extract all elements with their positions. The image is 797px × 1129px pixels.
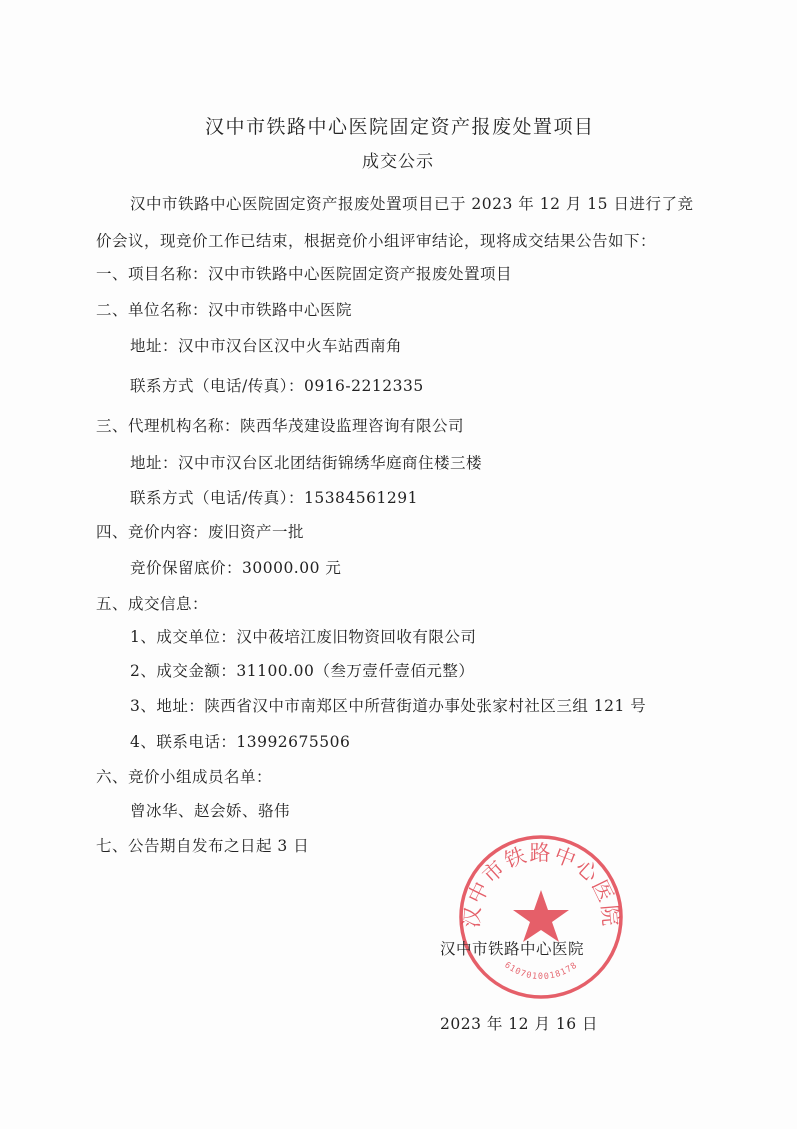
agency-contact: 联系方式（电话/传真）：15384561291 (130, 489, 418, 507)
unit-address: 地址：汉中市汉台区汉中火车站西南角 (130, 337, 403, 355)
unit-contact: 联系方式（电话/传真）：0916-2212335 (130, 377, 424, 395)
reserve-price: 竞价保留底价：30000.00 元 (130, 559, 342, 577)
section-deal-info: 五、成交信息： (96, 595, 209, 613)
section-unit-name: 二、单位名称：汉中市铁路中心医院 (96, 301, 353, 319)
section-bid-content: 四、竞价内容：废旧资产一批 (96, 523, 305, 541)
section-project-name: 一、项目名称：汉中市铁路中心医院固定资产报废处置项目 (96, 265, 513, 283)
signature-date: 2023 年 12 月 16 日 (440, 1015, 599, 1033)
document-title: 汉中市铁路中心医院固定资产报废处置项目 (205, 116, 595, 138)
seal-text: 汉中市铁路中心医院 (459, 841, 623, 929)
deal-amount: 2、成交金额：31100.00（叁万壹仟壹佰元整） (130, 662, 475, 680)
svg-text:6107010018178 (502, 960, 579, 982)
intro-line-2: 价会议，现竞价工作已结束，根据竞价小组评审结论，现将成交结果公告如下： (96, 232, 657, 250)
section-notice-period: 七、公告期自发布之日起 3 日 (96, 837, 310, 855)
seal-code: 6107010018178 (502, 960, 580, 983)
signature-org: 汉中市铁路中心医院 (440, 940, 585, 958)
panel-members: 曾冰华、赵会娇、骆伟 (130, 802, 291, 820)
deal-unit: 1、成交单位：汉中莜培江废旧物资回收有限公司 (130, 628, 477, 646)
agency-address: 地址：汉中市汉台区北团结街锦绣华庭商住楼三楼 (130, 454, 483, 472)
document-subtitle: 成交公示 (362, 152, 434, 172)
intro-line-1: 汉中市铁路中心医院固定资产报废处置项目已于 2023 年 12 月 15 日进行了竞 (130, 195, 694, 213)
deal-address: 3、地址：陕西省汉中市南郑区中所营街道办事处张家村社区三组 121 号 (130, 697, 647, 715)
deal-phone: 4、联系电话：13992675506 (130, 733, 351, 751)
section-agency-name: 三、代理机构名称：陕西华茂建设监理咨询有限公司 (96, 417, 465, 435)
section-panel-members: 六、竞价小组成员名单： (96, 768, 273, 786)
official-seal (456, 832, 626, 1002)
